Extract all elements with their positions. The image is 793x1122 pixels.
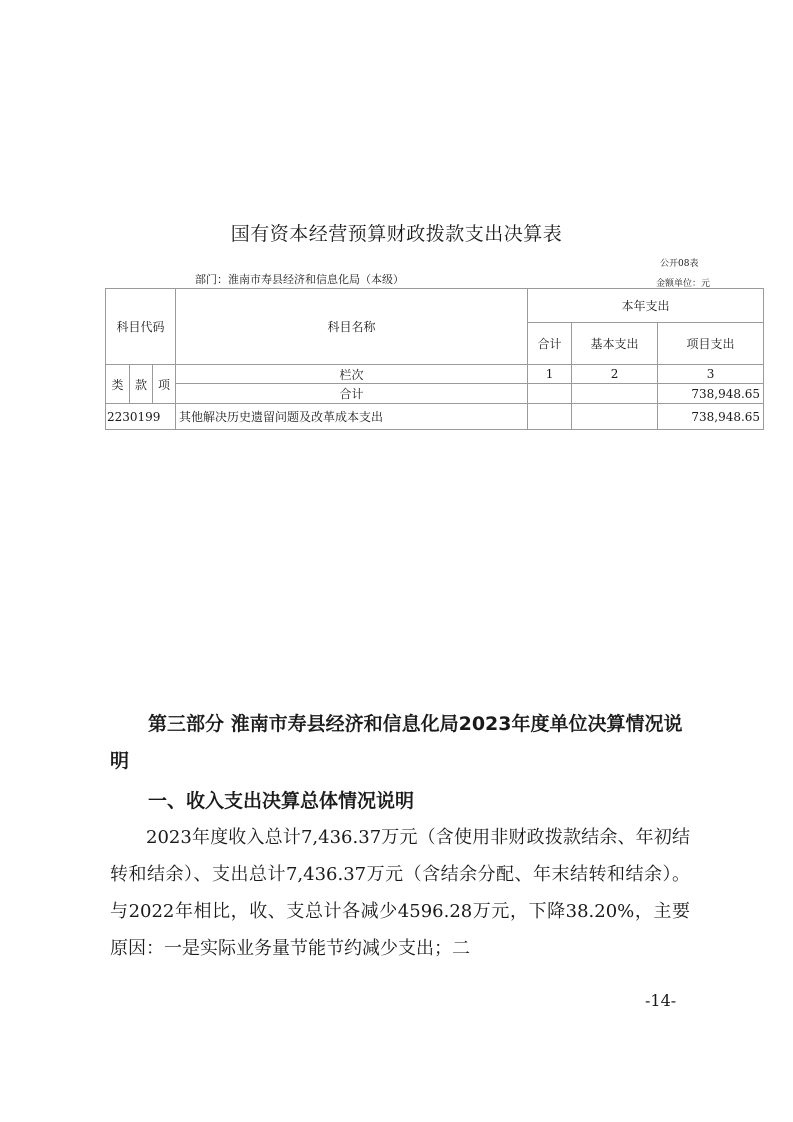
column-index-label: 栏次 — [176, 365, 528, 384]
subsection-title: 一、收入支出决算总体情况说明 — [148, 790, 415, 812]
header-code: 科目代码 — [106, 289, 176, 365]
row-project: 738,948.65 — [658, 404, 764, 430]
table-row — [106, 404, 764, 430]
row-name: 其他解决历史遗留问题及改革成本支出 — [176, 404, 528, 430]
header-project: 项目支出 — [658, 323, 764, 365]
row-basic — [572, 404, 658, 430]
total-row-project: 738,948.65 — [658, 384, 764, 404]
form-number: 公开08表 — [660, 259, 699, 269]
row-code: 2230199 — [106, 404, 176, 430]
unit-label: 金额单位：元 — [656, 279, 711, 289]
total-row-label: 合计 — [176, 384, 528, 404]
paragraph-text: 2023年度收入总计7,436.37万元（含使用非财政拨款结余、年初结转和结余）、支出总计7,436.37万元（含结余分配、年末结转和结余）。与2022年相比，收、支总计各减少4596.28万元，下降38.20%，主要原因：一是实际业务量节能节约减少支出；二 — [110, 827, 690, 959]
header-lei: 类 — [106, 365, 130, 404]
total-row-basic — [572, 384, 658, 404]
header-xiang: 项 — [153, 365, 176, 404]
section-title-text: 第三部分 淮南市寿县经济和信息化局2023年度单位决算情况说明 — [110, 713, 683, 772]
column-index-2: 2 — [572, 365, 658, 384]
column-index-3: 3 — [658, 365, 764, 384]
table-title: 国有资本经营预算财政拨款支出决算表 — [230, 223, 563, 245]
page-number: -14- — [645, 991, 677, 1010]
total-row-total — [528, 384, 572, 404]
body-paragraph — [110, 819, 690, 967]
section-title — [110, 706, 700, 780]
budget-table — [105, 288, 764, 430]
row-total — [528, 404, 572, 430]
header-this-year: 本年支出 — [528, 289, 764, 323]
header-basic: 基本支出 — [572, 323, 658, 365]
header-name: 科目名称 — [176, 289, 528, 365]
header-kuan: 款 — [130, 365, 153, 404]
department-label: 部门：淮南市寿县经济和信息化局（本级） — [195, 273, 404, 286]
column-index-1: 1 — [528, 365, 572, 384]
header-total: 合计 — [528, 323, 572, 365]
